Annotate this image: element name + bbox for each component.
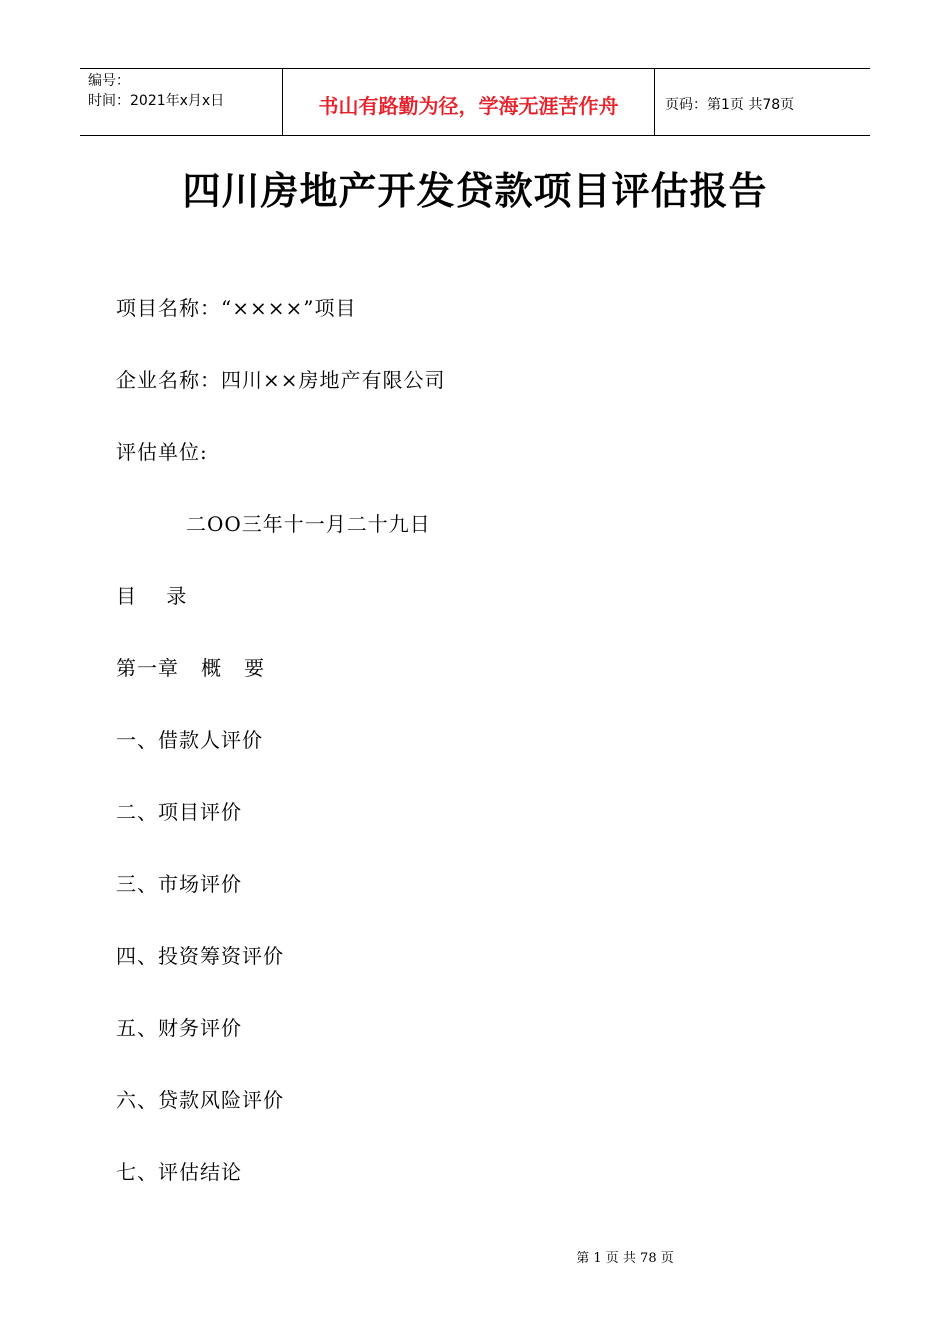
number-label: 编号： [88,73,130,89]
toc-item: 三、市场评价 [116,872,242,896]
evaluator: 评估单位: [116,440,208,464]
document-title: 四川房地产开发贷款项目评估报告 [182,168,768,213]
toc-item: 六、贷款风险评价 [116,1088,284,1112]
toc-item: 一、借款人评价 [116,728,263,752]
header-meta [80,69,282,135]
page-footer: 第 1 页 共 78 页 [576,1251,674,1266]
header-motto: 书山有路勤为径，学海无涯苦作舟 [282,69,655,135]
toc-item: 二、项目评价 [116,800,242,824]
project-name: 项目名称：“××××”项目 [116,296,357,320]
toc-item: 五、财务评价 [116,1016,242,1040]
toc-heading: 目 录 [116,584,188,608]
page-header [80,68,870,136]
time-label: 时间：2021年x月x日 [88,93,225,109]
toc-chapter: 第一章 概 要 [116,656,266,680]
toc-item: 四、投资筹资评价 [116,944,284,968]
report-date: 二OO三年十一月二十九日 [186,512,431,536]
header-page-info: 页码：第1页 共78页 [665,97,795,113]
toc-item: 七、评估结论 [116,1160,242,1184]
company-name: 企业名称：四川××房地产有限公司 [116,368,446,392]
